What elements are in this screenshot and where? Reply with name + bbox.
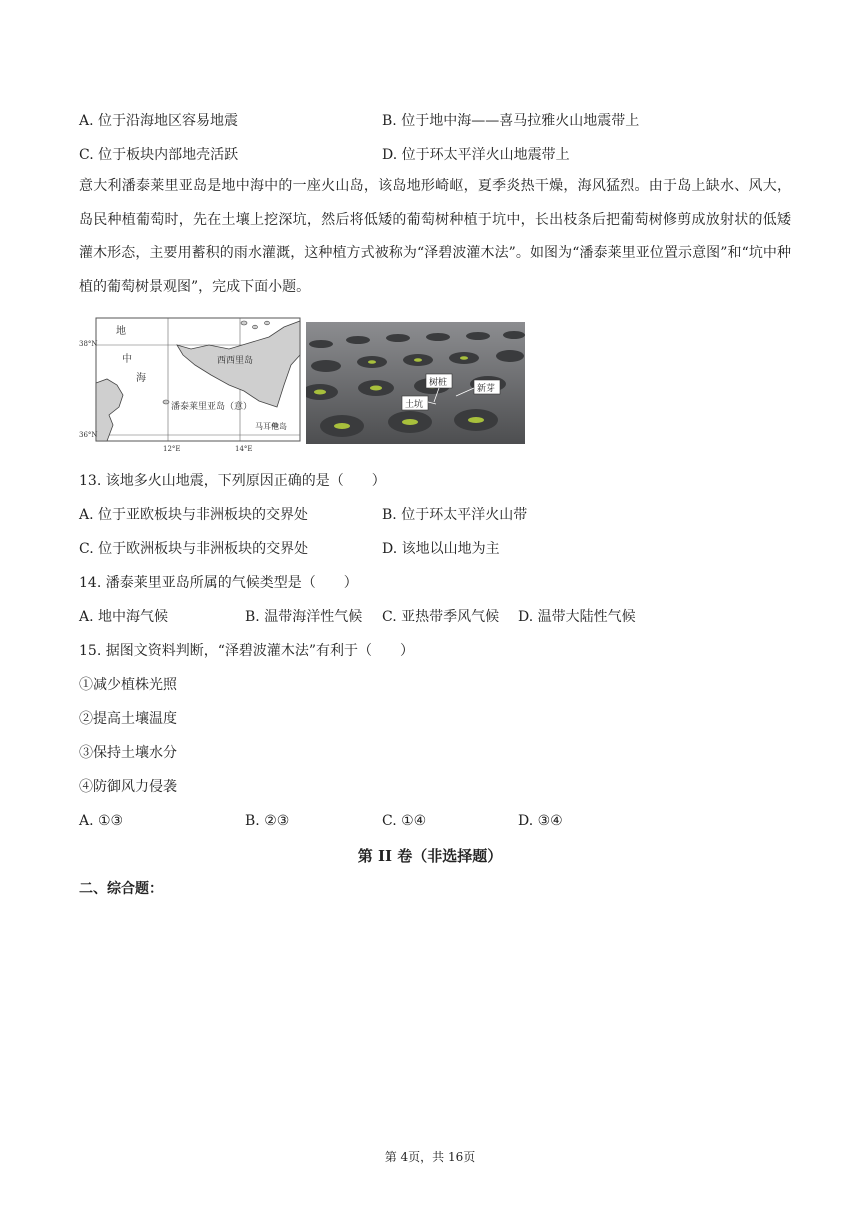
pantelleria-label: 潘泰莱里亚岛（意） — [171, 402, 253, 412]
q15-option-b: B. ②③ — [245, 813, 290, 829]
vineyard-photo — [306, 322, 525, 444]
q13-stem: 13. 该地多火山地震，下列原因正确的是（ ） — [79, 473, 386, 489]
q15-option-a: A. ①③ — [79, 813, 124, 829]
pit-label: 土坑 — [405, 400, 424, 410]
q12-option-d: D. 位于环太平洋火山地震带上 — [382, 147, 570, 163]
passage-text: 意大利潘泰莱里亚岛是地中海中的一座火山岛，该岛地形崎岖，夏季炎热干燥，海风猛烈。由于岛上缺水、风大，岛民种植葡萄时，先在土壤上挖深坑，然后将低矮的葡萄树种植于坑中，长出枝条后把葡萄树修剪成放射状的低矮灌木形态，主要用蓄积的雨水灌溉，这种植方式被称为“泽碧波灌木法”。如图为“潘泰莱里亚位置示意图”和“坑中种植的葡萄树景观图”，完成下面小题。 — [79, 178, 791, 295]
q12-option-b: B. 位于地中海——喜马拉雅火山地震带上 — [382, 113, 640, 129]
q13-option-d: D. 该地以山地为主 — [382, 541, 500, 557]
q14-option-c: C. 亚热带季风气候 — [382, 609, 500, 625]
bud-label: 新芽 — [477, 384, 496, 394]
q13-option-b: B. 位于环太平洋火山带 — [382, 507, 528, 523]
lat-38-label: 38°N — [79, 340, 98, 348]
q15-item-1: ①减少植株光照 — [79, 677, 177, 693]
q14-stem: 14. 潘泰莱里亚岛所属的气候类型是（ ） — [79, 575, 358, 591]
section-title: 第 II 卷（非选择题） — [357, 847, 503, 865]
map-label-hai: 海 — [136, 373, 146, 384]
q15-item-4: ④防御风力侵袭 — [79, 779, 177, 795]
lon-12-label: 12°E — [163, 445, 181, 453]
q15-option-d: D. ③④ — [518, 813, 563, 829]
lat-36-label: 36°N — [79, 431, 98, 439]
q14-option-d: D. 温带大陆性气候 — [518, 609, 636, 625]
sicily-label: 西西里岛 — [217, 356, 254, 366]
page-footer: 第 4页，共 16页 — [384, 1150, 476, 1164]
map-label-di: 地 — [116, 326, 126, 337]
q12-option-a: A. 位于沿海地区容易地震 — [79, 113, 239, 129]
q12-option-c: C. 位于板块内部地壳活跃 — [79, 147, 239, 163]
q15-stem: 15. 据图文资料判断，“泽碧波灌木法”有利于（ ） — [79, 643, 415, 659]
trunk-label: 树桩 — [429, 378, 448, 388]
map-label-zhong: 中 — [122, 354, 132, 365]
location-map — [79, 315, 301, 455]
q13-option-c: C. 位于欧洲板块与非洲板块的交界处 — [79, 541, 309, 557]
lon-14-label: 14°E — [235, 445, 253, 453]
q13-option-a: A. 位于亚欧板块与非洲板块的交界处 — [79, 507, 309, 523]
malta-label: 马耳他岛 — [255, 422, 287, 431]
q15-option-c: C. ①④ — [382, 813, 427, 829]
q15-item-3: ③保持土壤水分 — [79, 745, 177, 761]
q14-option-b: B. 温带海洋性气候 — [245, 609, 363, 625]
section-heading: 二、综合题： — [79, 881, 163, 897]
q14-option-a: A. 地中海气候 — [79, 609, 169, 625]
q15-item-2: ②提高土壤温度 — [79, 711, 177, 727]
